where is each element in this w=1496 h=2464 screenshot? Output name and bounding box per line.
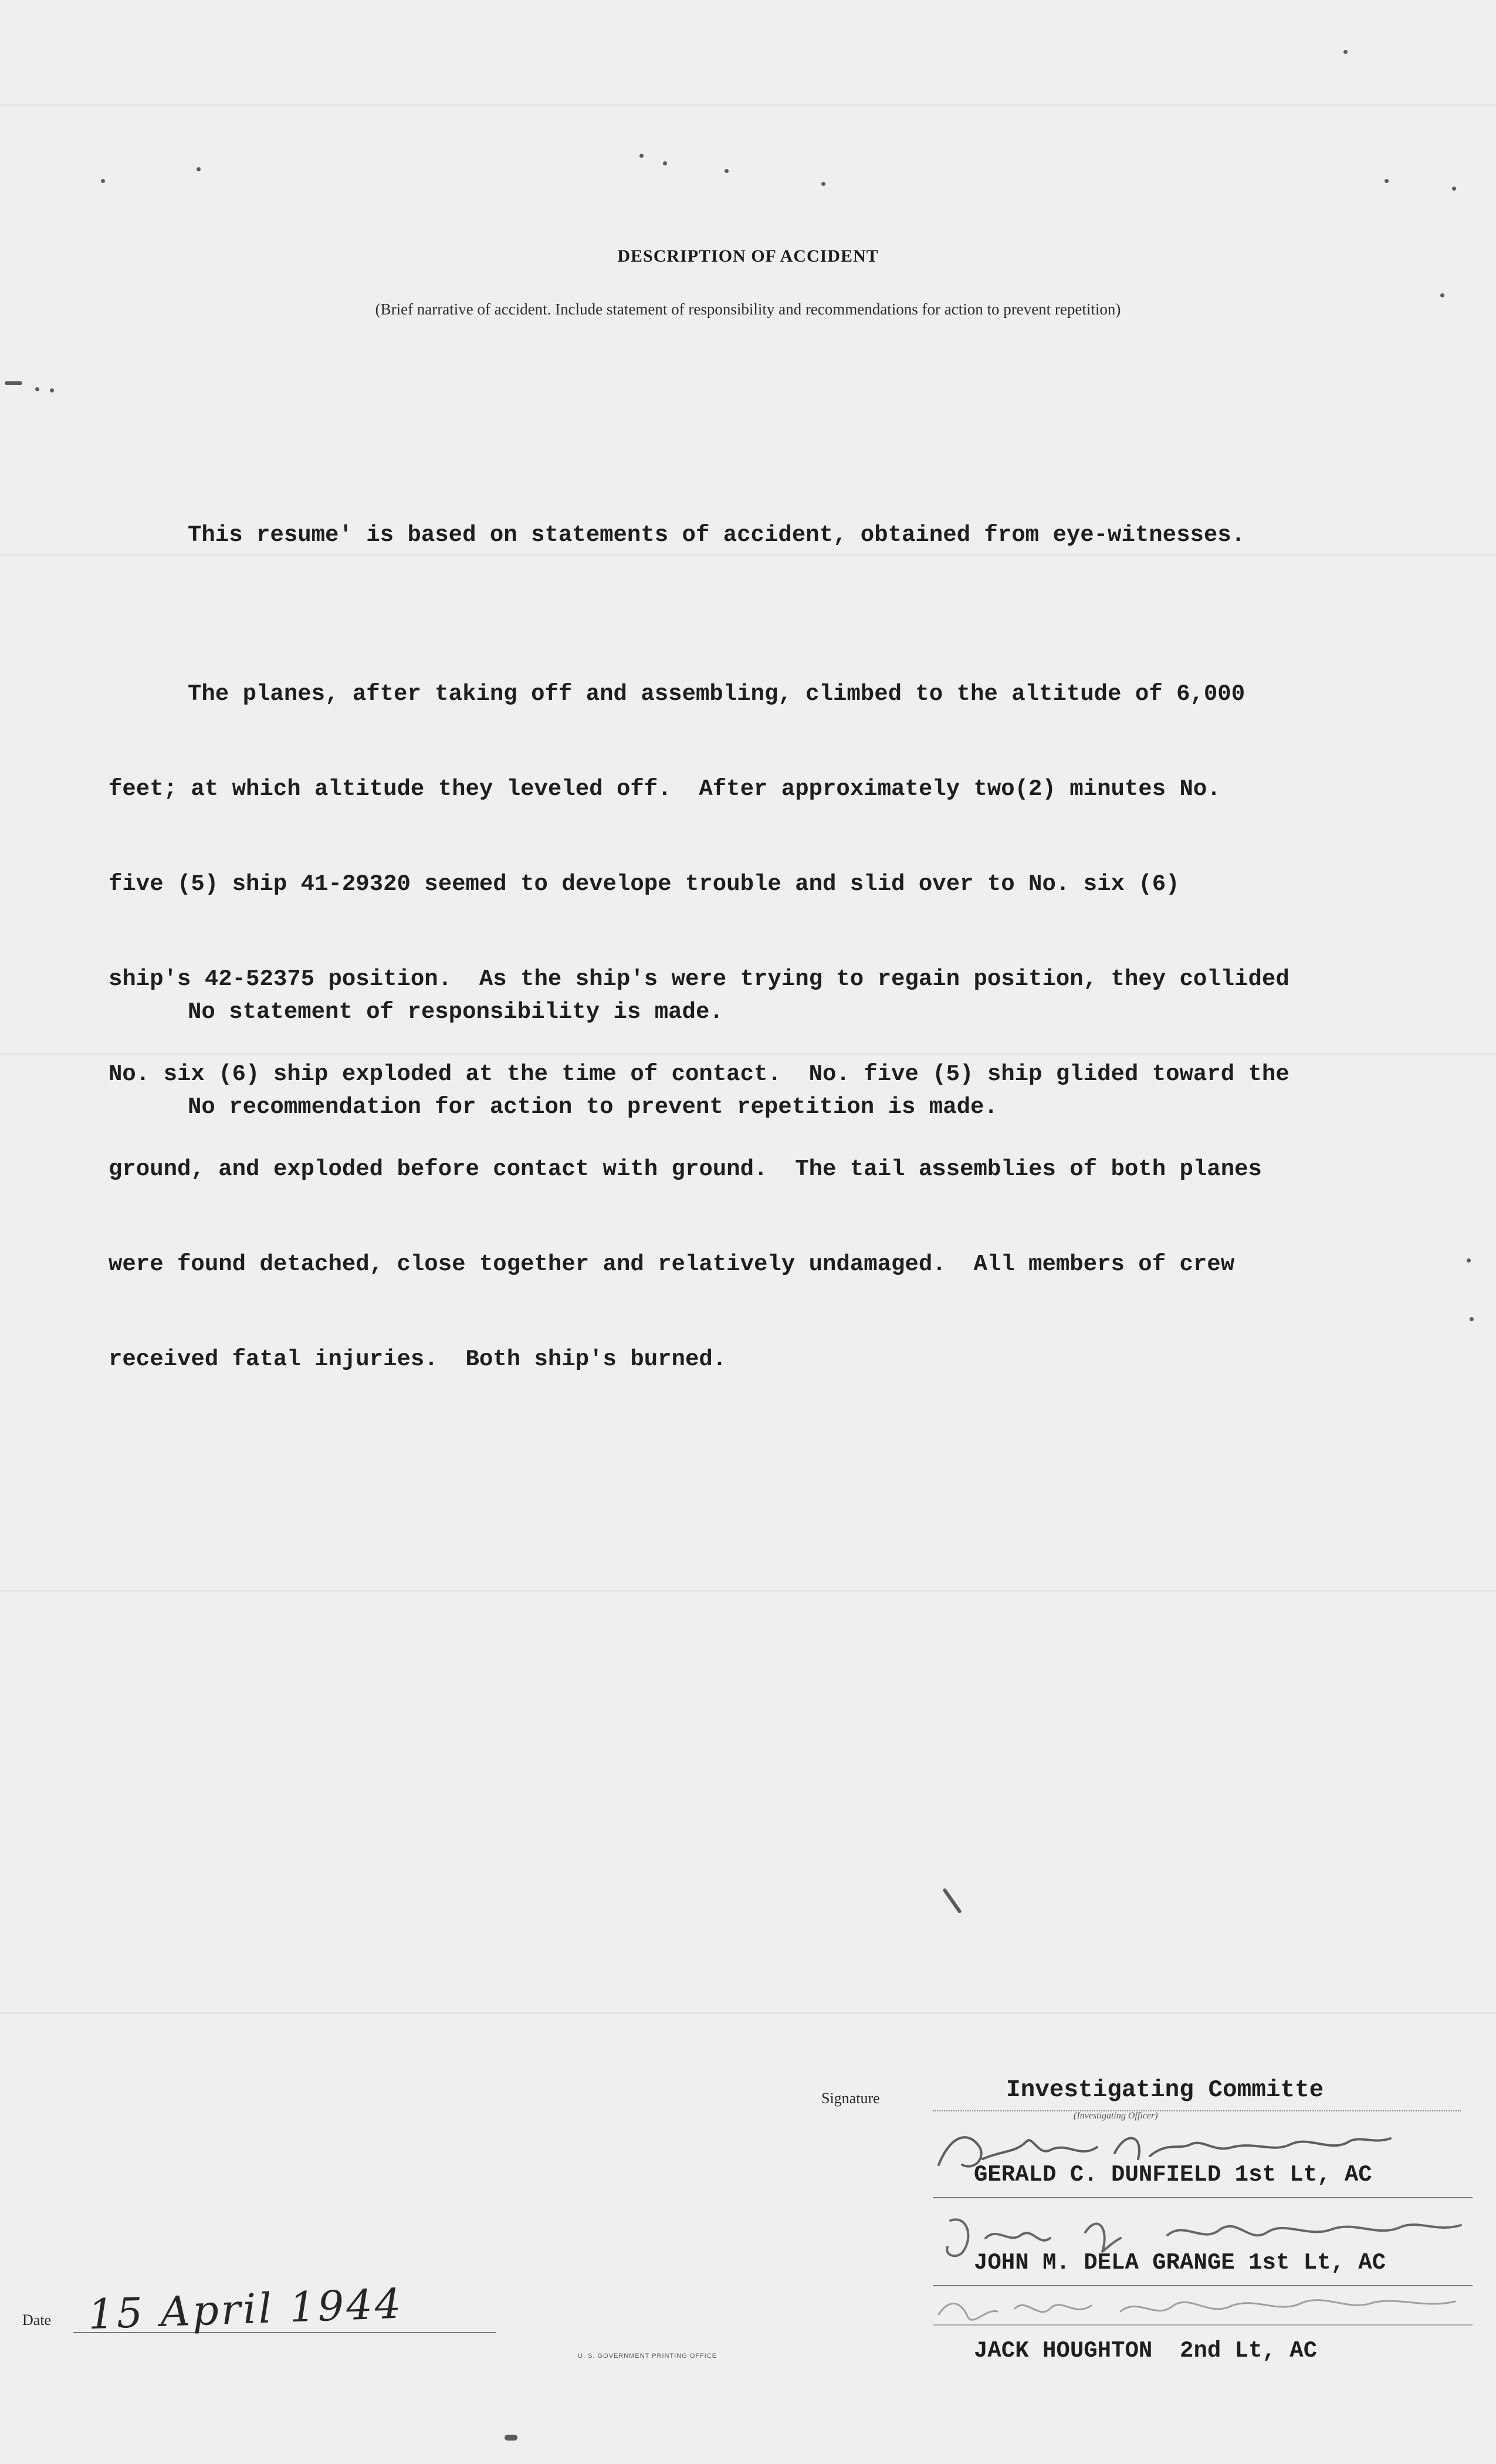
scan-speck bbox=[725, 169, 729, 173]
scan-speck bbox=[1467, 1258, 1471, 1263]
signer-name-2: JOHN M. DELA GRANGE 1st Lt, AC bbox=[974, 2250, 1386, 2276]
responsibility-notes bbox=[188, 933, 998, 1186]
narrative-line: ground, and exploded before contact with ground. The tail assemblies of both planes bbox=[109, 1156, 1262, 1182]
narrative-line: ship's 42-52375 position. As the ship's were trying to regain position, they collided bbox=[109, 966, 1289, 992]
scan-speck bbox=[101, 179, 105, 183]
narrative-line: were found detached, close together and relatively undamaged. All members of crew bbox=[109, 1251, 1235, 1277]
signer-name-3: JACK HOUGHTON 2nd Lt, AC bbox=[974, 2338, 1318, 2364]
narrative-line: five (5) ship 41-29320 seemed to develope trouble and slid over to No. six (6) bbox=[109, 871, 1180, 897]
narrative-line: received fatal injuries. Both ship's burned. bbox=[109, 1346, 727, 1372]
scan-fold-line bbox=[0, 554, 1496, 556]
scan-speck bbox=[197, 167, 201, 171]
scan-speck bbox=[505, 2435, 517, 2441]
investigating-committee-title: Investigating Committe bbox=[1006, 2077, 1324, 2104]
scan-speck bbox=[942, 1888, 962, 1914]
narrative-intro: This resume' is based on statements of accident, obtained from eye-witnesses. bbox=[188, 522, 1245, 548]
date-handwritten: 15 April 1944 bbox=[87, 2279, 404, 2339]
scan-speck bbox=[821, 182, 825, 186]
recommendation-statement: No recommendation for action to prevent repetition is made. bbox=[188, 1094, 998, 1120]
form-instructions: (Brief narrative of accident. Include statement of responsibility and recommendations for action to prevent repetition) bbox=[375, 300, 1121, 318]
scan-speck bbox=[1385, 179, 1389, 183]
scan-speck bbox=[639, 154, 644, 158]
scan-speck bbox=[1452, 187, 1456, 191]
scan-speck bbox=[5, 381, 22, 385]
signer-name-1: GERALD C. DUNFIELD 1st Lt, AC bbox=[974, 2162, 1372, 2188]
investigating-officer-caption: (Investigating Officer) bbox=[1074, 2111, 1158, 2121]
scan-fold-line bbox=[0, 2012, 1496, 2014]
narrative-line: feet; at which altitude they leveled off. After approximately two(2) minutes No. bbox=[109, 776, 1221, 802]
scan-fold-line bbox=[0, 104, 1496, 106]
narrative-line: The planes, after taking off and assembling, climbed to the altitude of 6,000 bbox=[188, 681, 1245, 707]
scan-speck bbox=[35, 387, 39, 391]
form-heading: DESCRIPTION OF ACCIDENT bbox=[617, 246, 879, 266]
scan-speck bbox=[663, 161, 667, 165]
signer-line-3 bbox=[933, 2324, 1473, 2326]
signature-dotted-line bbox=[933, 2110, 1461, 2111]
scan-speck bbox=[50, 388, 54, 392]
signer-line-1 bbox=[933, 2197, 1473, 2198]
printing-office-mark: U. S. GOVERNMENT PRINTING OFFICE bbox=[578, 2353, 717, 2360]
scan-speck bbox=[1440, 293, 1444, 297]
narrative-line: No. six (6) ship exploded at the time of contact. No. five (5) ship glided toward the bbox=[109, 1061, 1289, 1087]
scan-speck bbox=[1470, 1317, 1474, 1321]
signature-label: Signature bbox=[821, 2090, 880, 2107]
date-label: Date bbox=[22, 2311, 52, 2328]
signer-line-2 bbox=[933, 2285, 1473, 2286]
scan-speck bbox=[1343, 50, 1348, 54]
responsibility-statement: No statement of responsibility is made. bbox=[188, 999, 723, 1025]
scan-fold-line bbox=[0, 1590, 1496, 1592]
